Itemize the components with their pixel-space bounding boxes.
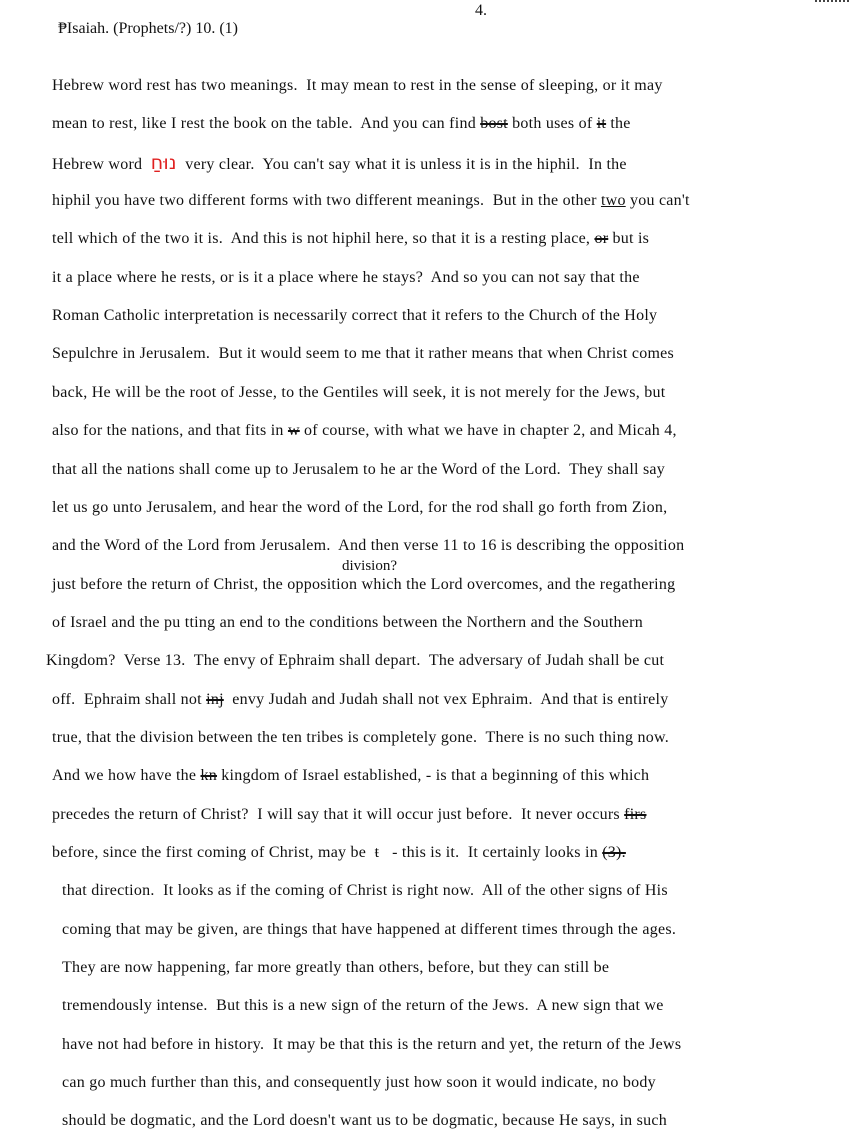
underlined-text: two [600,192,626,210]
text-segment: coming that may be given, are things that have happened at different times through the ages. [62,920,677,938]
struck-text: (3). [602,844,626,861]
text-line [52,344,674,364]
text-line [52,76,663,96]
text-segment: you can't [625,192,690,210]
struck-text: kn [200,767,218,785]
text-segment: mean to rest, like I rest the book on the table. And you can find [52,115,481,133]
text-line [62,996,664,1016]
struck-text: firs [624,805,647,823]
text-segment: kingdom of Israel established, - is that a beginning of this which [217,767,650,785]
struck-text: or [594,230,609,248]
text-line [52,460,665,480]
text-line [52,766,649,786]
text-line [52,575,675,595]
hebrew-word-handwritten: נוּחַ [150,151,177,174]
text-segment: ŧ [374,844,380,861]
text-line [52,613,643,633]
text-line [52,843,626,863]
text-segment: tell which of the two it is. And this is not hiphil here, so that it is a resting place, [52,230,595,248]
text-segment: and the Word of the Lord from Jerusalem. And then verse 11 to 16 is describing the opposition [52,537,685,555]
text-segment: Kingdom? Verse 13. The envy of Ephraim shall depart. The adversary of Judah shall be cut [46,652,665,670]
text-line [52,728,669,748]
text-line [52,383,665,403]
text-line [52,690,668,710]
text-segment: have not had before in history. It may be that this is the return and yet, the return of the Jews [62,1035,682,1053]
text-segment: precedes the return of Christ? I will say that it will occur just before. It never occurs [52,805,625,823]
text-segment: but is [608,230,650,248]
struck-text: it [596,115,607,133]
handwritten-insertion: division? [342,558,397,574]
text-segment: They are now happening, far more greatly than others, before, but they can still be [62,959,610,977]
text-line [62,1035,681,1055]
text-segment: of course, with what we have in chapter 2, and Micah 4, [299,422,677,440]
text-segment: the [606,115,631,133]
text-segment: it a place where he rests, or is it a place where he stays? And so you can not say that the [52,268,640,286]
header-title: Isaiah. (Prophets/?) 10. (1) [66,20,238,37]
struck-text: w [287,422,300,440]
text-segment: true, that the division between the ten tribes is completely gone. There is no such thing now. [52,728,669,746]
text-segment: off. Ephraim shall not [52,690,207,708]
text-segment: before, since the first coming of Christ, may be [52,844,375,861]
text-segment: Roman Catholic interpretation is necessarily correct that it refers to the Church of the Holy [52,307,658,325]
text-line [52,114,631,134]
text-segment: back, He will be the root of Jesse, to the Gentiles will seek, it is not merely for the Jews, but [52,383,666,401]
text-segment: also for the nations, and that fits in [52,422,288,440]
text-line [46,651,664,671]
page-number: 4. [475,2,487,19]
text-segment: very clear. You can't say what it is unless it is in the hiphil. In the [176,155,627,173]
text-line [62,958,609,978]
text-segment: tremendously intense. But this is a new sign of the return of the Jews. A new sign that we [62,997,664,1015]
text-segment: that direction. It looks as if the coming of Christ is right now. All of the other signs of His [62,882,668,900]
text-line [52,153,627,175]
text-segment: let us go unto Jerusalem, and hear the word of the Lord, for the rod shall go forth from Zion, [52,498,668,516]
text-line [52,805,646,825]
page-header [50,2,238,38]
text-line [52,191,690,211]
text-segment: - this is it. It certainly looks in [379,844,603,861]
text-line [62,881,668,901]
text-segment: both uses of [507,115,597,133]
text-segment: Sepulchre in Jerusalem. But it would seem to me that it rather means that when Christ comes [52,345,674,363]
text-line [52,536,684,556]
text-segment: Hebrew word rest has two meanings. It may mean to rest in the sense of sleeping, or it may [52,77,663,94]
text-segment: can go much further than this, and consequently just how soon it would indicate, no body [62,1074,656,1092]
struck-text: inj [206,690,224,708]
scan-mark [815,0,849,8]
text-line [52,229,649,249]
text-line [52,421,677,441]
text-line [62,920,676,940]
text-line [52,498,667,518]
text-segment: And we how have the [52,767,201,785]
text-segment: hiphil you have two different forms with two different meanings. But in the other [52,192,601,210]
text-line [62,1073,656,1093]
header-mark: ₱ [58,20,67,37]
text-segment: that all the nations shall come up to Jerusalem to he ar the Word of the Lord. They shall say [52,460,666,478]
text-line [52,268,640,288]
text-segment: should be dogmatic, and the Lord doesn't want us to be dogmatic, because He says, in such [62,1112,667,1130]
struck-text: bost [480,115,508,133]
text-segment: of Israel and the pu tting an end to the conditions between the Northern and the Southern [52,613,643,631]
text-segment: just before the return of Christ, the opposition which the Lord overcomes, and the regathering [52,575,676,593]
text-line [62,1111,667,1131]
text-line [52,306,657,326]
text-segment: Hebrew word [52,155,151,173]
text-segment: envy Judah and Judah shall not vex Ephraim. And that is entirely [223,690,669,708]
